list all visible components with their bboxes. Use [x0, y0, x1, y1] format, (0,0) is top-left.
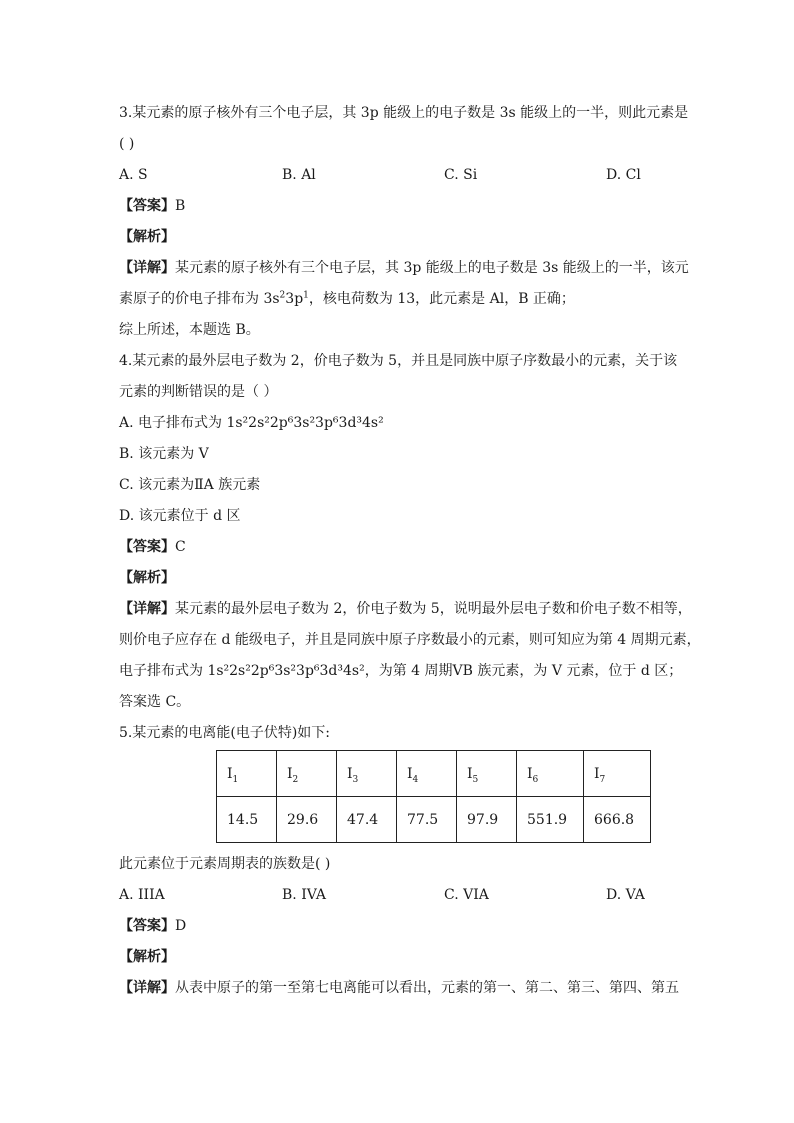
- q5-question: 此元素位于元素周期表的族数是( ): [119, 856, 331, 872]
- table-header-cell: $I_6$: [517, 751, 584, 797]
- answer-value: C: [175, 539, 186, 555]
- table-cell: 29.6: [277, 797, 337, 843]
- q5-answer: [119, 916, 186, 936]
- q3-option-c: C. Si: [444, 167, 478, 183]
- detail-tag: 【详解】: [119, 980, 175, 996]
- answer-tag: 【答案】: [119, 539, 175, 555]
- q4-summary: 答案选 C。: [119, 694, 191, 710]
- detail-text: 3p: [285, 291, 304, 307]
- q3-paren: ( ): [119, 136, 135, 152]
- q4-detail-line-3: 电子排布式为 1s²2s²2p⁶3s²3p⁶3d³4s²，为第 4 周期ⅤB 族元素，为 V 元素，位于 d 区；: [119, 663, 683, 679]
- ionization-energy-table: [216, 750, 651, 843]
- superscript: 2: [279, 290, 286, 301]
- q4-option-d: D. 该元素位于 d 区: [119, 508, 241, 524]
- detail-tag: 【详解】: [119, 260, 175, 276]
- q4-stem-line-1: 4.某元素的最外层电子数为 2，价电子数为 5，并且是同族中原子序数最小的元素，关于该: [119, 353, 678, 369]
- q3-stem: 3.某元素的原子核外有三个电子层，其 3p 能级上的电子数是 3s 能级上的一半，则此元素是: [119, 105, 689, 121]
- q4-stem-line-2: 元素的判断错误的是（ ）: [119, 384, 278, 400]
- table-header-cell: $I_1$: [217, 751, 277, 797]
- q3-detail-line-1: [119, 258, 689, 278]
- table-cell: 97.9: [457, 797, 517, 843]
- detail-text: 某元素的最外层电子数为 2，价电子数为 5，说明最外层电子数和价电子数不相等，: [175, 601, 692, 617]
- q5-option-c: C. VIA: [444, 887, 489, 903]
- table-header-cell: $I_2$: [277, 751, 337, 797]
- q3-option-d: D. Cl: [606, 167, 641, 183]
- q5-option-b: B. IVA: [282, 887, 326, 903]
- detail-text: 某元素的原子核外有三个电子层，其 3p 能级上的电子数是 3s 能级上的一半，该元: [175, 260, 689, 276]
- answer-tag: 【答案】: [119, 918, 175, 934]
- q4-detail-line-2: 则价电子应存在 d 能级电子，并且是同族中原子序数最小的元素，则可知应为第 4 周期元素，: [119, 632, 701, 648]
- q5-detail-line-1: [119, 978, 679, 998]
- table-header-cell: $I_4$: [397, 751, 457, 797]
- table-row: [217, 797, 651, 843]
- detail-text: 从表中原子的第一至第七电离能可以看出，元素的第一、第二、第三、第四、第五: [175, 980, 679, 996]
- q3-option-a: A. S: [119, 167, 148, 183]
- q3-answer: [119, 196, 185, 216]
- table-cell: 14.5: [217, 797, 277, 843]
- q3-option-b: B. Al: [282, 167, 316, 183]
- q4-option-c: C. 该元素为ⅡA 族元素: [119, 477, 261, 493]
- table-cell: 47.4: [337, 797, 397, 843]
- q4-detail-line-1: [119, 599, 692, 619]
- table-header-cell: $I_3$: [337, 751, 397, 797]
- q3-summary: 综上所述，本题选 B。: [119, 322, 260, 338]
- detail-text: ，核电荷数为 13，此元素是 Al，B 正确；: [308, 291, 575, 307]
- q4-answer: [119, 537, 186, 557]
- table-cell: 666.8: [584, 797, 651, 843]
- q4-option-a: A. 电子排布式为 1s²2s²2p⁶3s²3p⁶3d³4s²: [119, 415, 384, 431]
- table-header-row: [217, 751, 651, 797]
- table-cell: 77.5: [397, 797, 457, 843]
- detail-tag: 【详解】: [119, 601, 175, 617]
- detail-text: 素原子的价电子排布为 3s: [119, 291, 280, 307]
- answer-value: D: [175, 918, 187, 934]
- q3-detail-line-2: [119, 289, 575, 309]
- answer-value: B: [175, 198, 186, 214]
- table-header-cell: $I_5$: [457, 751, 517, 797]
- q4-analysis-label: 【解析】: [119, 570, 175, 586]
- q3-analysis-label: 【解析】: [119, 229, 175, 245]
- q5-option-d: D. VA: [606, 887, 645, 903]
- q5-analysis-label: 【解析】: [119, 949, 175, 965]
- q5-option-a: A. IIIA: [119, 887, 165, 903]
- q4-option-b: B. 该元素为 V: [119, 446, 209, 462]
- answer-tag: 【答案】: [119, 198, 175, 214]
- table-header-cell: $I_7$: [584, 751, 651, 797]
- table-cell: 551.9: [517, 797, 584, 843]
- superscript: 1: [303, 290, 309, 301]
- q5-stem: 5.某元素的电离能(电子伏特)如下:: [119, 725, 330, 741]
